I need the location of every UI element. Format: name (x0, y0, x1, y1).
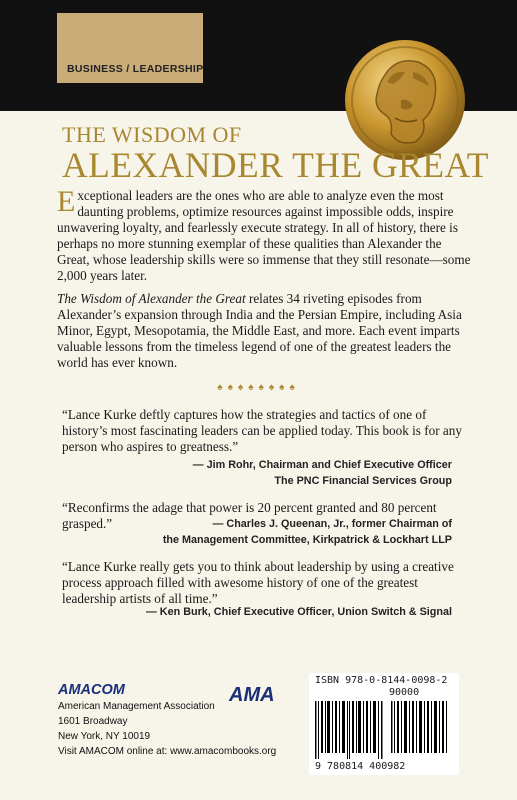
quote-3-attribution: — Ken Burk, Chief Executive Officer, Union Switch & Signal (146, 606, 452, 618)
description-text-1: xceptional leaders are the ones who are able to analyze even the most daunting problems, optimize resources against impossible odds, inspire unwavering loyalty, and fearlessly execute strategy. In all of history, there is perhaps no more stunning exemplar of these qualities than Alexander the Great, whose leadership skills were so immense that they still resonate—some 2,000 years later. (57, 188, 471, 284)
publisher-street: 1601 Broadway (58, 716, 128, 727)
ama-logo: AMA (229, 684, 275, 706)
price-barcode (391, 701, 451, 753)
quote-1: “Lance Kurke deftly captures how the strategies and tactics of one of history’s most fascinating leaders can be applied today. This book is for any person who aspires to greatness.” (62, 407, 462, 454)
publisher-name: American Management Association (58, 701, 215, 712)
description-paragraph-2 (57, 291, 477, 371)
book-title-italic: The Wisdom of Alexander the Great (57, 291, 246, 306)
ornament-divider: ♠♠♠♠♠♠♠♠ (217, 382, 300, 393)
quote-3: “Lance Kurke really gets you to think about leadership by using a creative process approach filled with awesome history of one of the greatest leadership artists of all time.” (62, 559, 454, 606)
title-line-1: THE WISDOM OF (62, 122, 242, 147)
quote-1-attribution-2: The PNC Financial Services Group (274, 475, 452, 487)
drop-cap: E (57, 185, 76, 218)
quote-1-attribution-1: — Jim Rohr, Chairman and Chief Executive Officer (192, 459, 452, 471)
isbn-text: ISBN 978-0-8144-0098-2 (315, 675, 448, 686)
quote-2-attribution-1: — Charles J. Queenan, Jr., former Chairman of (212, 518, 452, 530)
price-code: 90000 (389, 687, 420, 698)
category-label-box (57, 13, 203, 83)
title-line-2: ALEXANDER THE GREAT (62, 145, 489, 185)
barcode-box (309, 673, 459, 775)
quote-2-attribution-2: the Management Committee, Kirkpatrick & Lockhart LLP (162, 534, 452, 546)
category-label: BUSINESS / LEADERSHIP (67, 63, 204, 75)
ean-barcode (315, 701, 385, 759)
description-text-2: relates 34 riveting episodes from Alexander’s expansion through India and the Persian Empire, including Asia Minor, Egypt, Mesopotamia, the Middle East, and more. Each event imparts valuable lessons from the timeless legend of one of the greatest leaders the world has ever known. (57, 291, 462, 371)
amacom-logo: AMACOM (58, 682, 125, 698)
description-paragraph-1 (57, 185, 477, 285)
ean-number: 9 780814 400982 (315, 761, 406, 772)
publisher-city: New York, NY 10019 (58, 731, 151, 742)
publisher-website: Visit AMACOM online at: www.amacombooks.org (58, 746, 277, 757)
quote-2: “Reconfirms the adage that power is 20 percent granted and 80 percent grasped.” (62, 500, 437, 531)
